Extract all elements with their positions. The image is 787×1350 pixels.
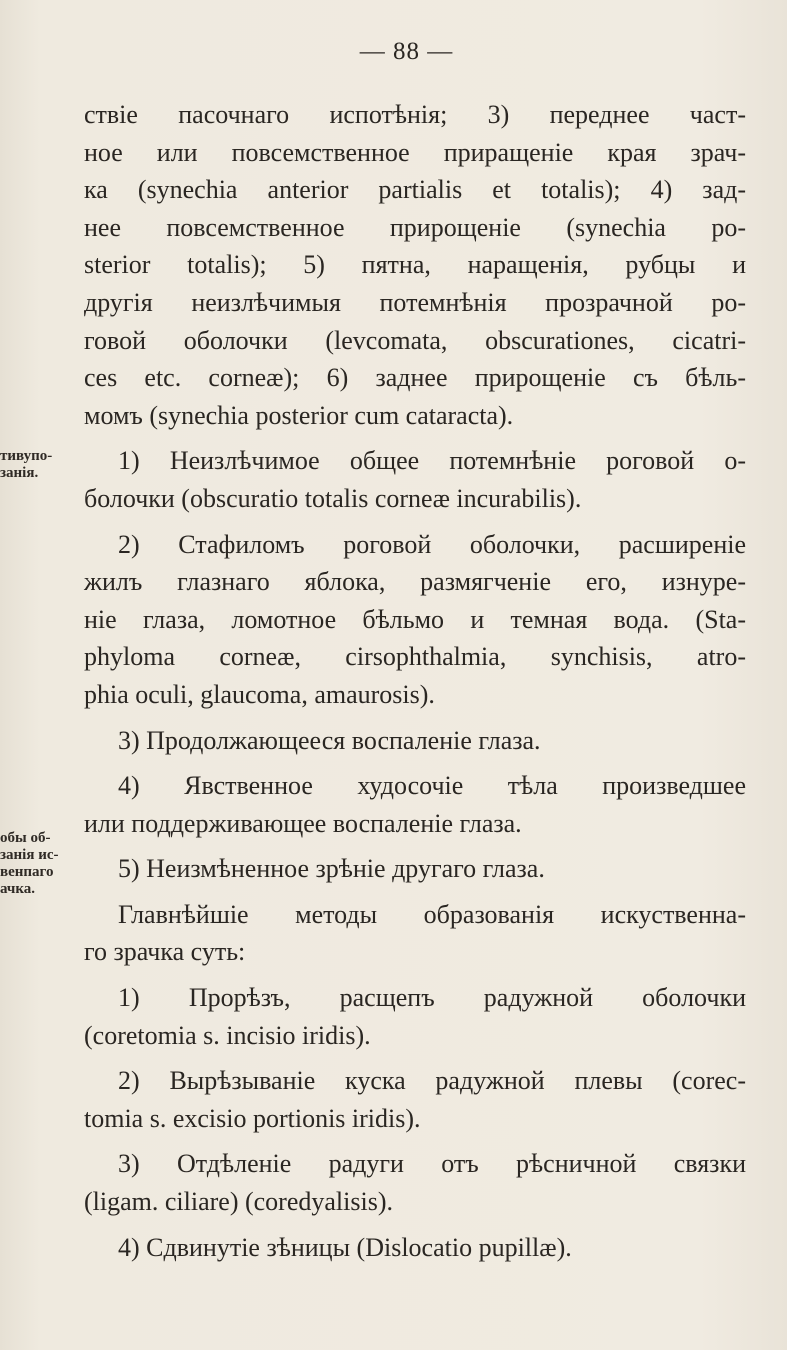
text-line: жилъ глазнаго яблока, размягченiе его, изнуре-	[84, 567, 746, 597]
margin-note-line: занiя.	[0, 465, 39, 481]
text-line: ка (synechia anterior partialis et totalis); 4) зад-	[84, 175, 746, 205]
text-line: нее повсемственное прирощенiе (synechia po-	[84, 212, 746, 242]
text-line: 5) Неизмѣненное зрѣнiе другаго глаза.	[118, 854, 545, 884]
text-line: 3) Продолжающееся воспаленiе глаза.	[118, 725, 541, 755]
text-line: ствiе пасочнаго испотѣнiя; 3) переднее част-	[84, 100, 746, 129]
margin-note-line: обы об-	[0, 830, 51, 846]
text-line: 2) Вырѣзыванiе куска радужной плевы (corec-	[118, 1066, 746, 1096]
text-line: 1) Прорѣзъ, расщепъ радужной оболочки	[118, 983, 746, 1013]
text-line: tomia s. excisio portionis iridis).	[84, 1103, 421, 1133]
margin-note-line: ачка.	[0, 881, 36, 897]
text-line: 2) Стафиломъ роговой оболочки, расширенiе	[118, 529, 746, 559]
text-line: момъ (synechia posterior cum cataracta).	[84, 400, 514, 430]
text-line: Главнѣйшiе методы образованiя искуственна-	[118, 899, 746, 929]
text-line: 4) Сдвинутiе зѣницы (Dislocatio pupillæ).	[118, 1232, 572, 1262]
text-line: (ligam. ciliare) (coredyalisis).	[84, 1187, 393, 1217]
margin-note-line: венпаго	[0, 864, 54, 880]
text-line: ces etc. corneæ); 6) заднее прирощенiе съ бѣль-	[84, 363, 746, 393]
text-line: или поддерживающее воспаленiе глаза.	[84, 808, 522, 838]
text-line: phyloma corneæ, cirsophthalmia, synchisis, atro-	[84, 642, 746, 672]
page-number	[0, 38, 787, 66]
text-line: ное или повсемственное приращенiе края зрач-	[84, 137, 746, 167]
text-line: болочки (obscuratio totalis corneæ incurabilis).	[84, 483, 582, 513]
text-line: sterior totalis); 5) пятна, наращенiя, рубцы и	[84, 250, 746, 280]
margin-note-line: тивупо-	[0, 448, 53, 464]
text-line: 4) Явственное худосочiе тѣла произведшее	[118, 771, 746, 801]
text-line: другiя неизлѣчимыя потемнѣнiя прозрачной ро-	[84, 287, 746, 317]
text-line: нiе глаза, ломотное бѣльмо и темная вода. (Sta-	[84, 604, 746, 634]
text-line: го зрачка суть:	[84, 937, 246, 967]
page-number-text: — 88 —	[359, 38, 454, 65]
text-line: 3) Отдѣленiе радуги отъ рѣсничной связки	[118, 1149, 746, 1179]
text-line: говой оболочки (levcomata, obscurationes, cicatri-	[84, 325, 746, 355]
margin-note-line: занiя ис-	[0, 847, 59, 863]
text-line: 1) Неизлѣчимое общее потемнѣнiе роговой о-	[118, 446, 746, 476]
margin-note-methods	[0, 830, 59, 898]
body-text	[84, 96, 746, 1266]
text-line: phia oculi, glaucoma, amaurosis).	[84, 679, 435, 709]
text-line: (coretomia s. incisio iridis).	[84, 1020, 371, 1050]
margin-note-contraindications	[0, 448, 52, 482]
